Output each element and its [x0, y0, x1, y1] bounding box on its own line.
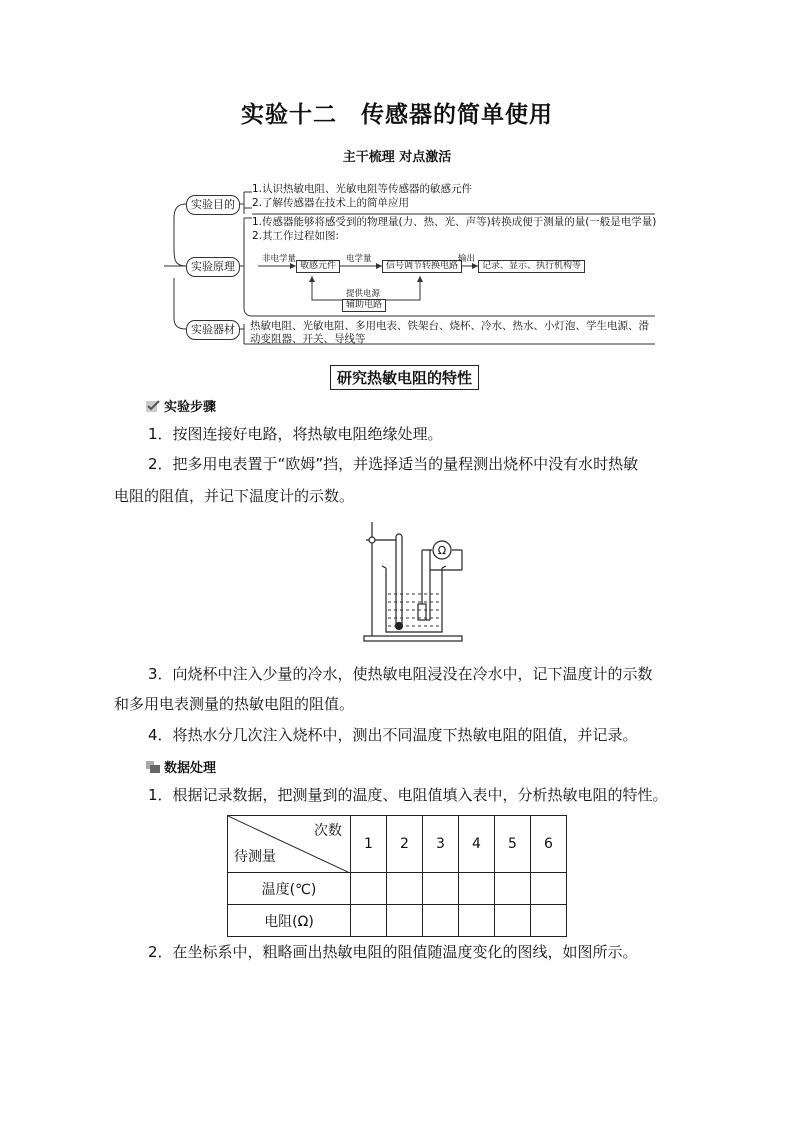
flow-box-aux: 辅助电路 [342, 299, 386, 312]
step-3-line-1: 3．向烧杯中注入少量的冷水，使热敏电阻浸没在冷水中，记下温度计的示数 [148, 665, 653, 683]
page-title: 实验十二 传感器的简单使用 [241, 101, 553, 128]
table-cell [387, 873, 423, 905]
node-equipment: 实验器材 [186, 320, 240, 340]
data-table-wrap [227, 815, 567, 937]
apparatus-figure [352, 520, 472, 645]
col-header-1: 1 [351, 816, 387, 873]
data-header-label: 数据处理 [164, 761, 217, 776]
col-header-2: 2 [387, 816, 423, 873]
section-subtitle: 主干梳理 对点激活 [342, 150, 452, 165]
section-title-box: 研究热敏电阻的特性 [330, 365, 479, 390]
table-cell [423, 873, 459, 905]
equipment-line-2: 动变阻器、开关、导线等 [250, 333, 366, 345]
col-header-6: 6 [531, 816, 567, 873]
steps-header-label: 实验步骤 [164, 400, 217, 415]
node-purpose: 实验目的 [186, 195, 240, 215]
step-3-line-2: 和多用电表测量的热敏电阻的阻值。 [114, 695, 355, 713]
flow-box-record: 记录、显示、执行机构等 [478, 260, 585, 273]
table-corner-cell [228, 816, 351, 873]
table-cell [387, 905, 423, 937]
col-header-4: 4 [459, 816, 495, 873]
data-header [146, 757, 216, 776]
data-table [227, 815, 567, 937]
purpose-item-1: 1.认识热敏电阻、光敏电阻等传感器的敏感元件 [252, 183, 473, 195]
flow-label-nonelectric: 非电学量 [262, 254, 297, 264]
node-principle: 实验原理 [186, 257, 240, 277]
flow-label-power: 提供电源 [346, 289, 381, 299]
step-2-line-1: 2．把多用电表置于“欧姆”挡，并选择适当的量程测出烧杯中没有水时热敏 [148, 455, 639, 473]
data-paragraph-1: 1．根据记录数据，把测量到的温度、电阻值填入表中，分析热敏电阻的特性。 [148, 786, 668, 804]
equipment-line-1: 热敏电阻、光敏电阻、多用电表、铁架台、烧杯、冷水、热水、小灯泡、学生电源、滑 [250, 320, 649, 332]
checkmark-icon [146, 400, 160, 412]
table-cell [351, 905, 387, 937]
principle-item-2: 2.其工作过程如图: [252, 230, 340, 242]
step-2-line-2: 电阻的阻值，并记下温度计的示数。 [114, 487, 355, 505]
row-label-temperature: 温度(℃) [228, 873, 351, 905]
flow-box-sensor: 敏感元件 [296, 260, 340, 273]
purpose-item-2: 2.了解传感器在技术上的简单应用 [252, 197, 410, 209]
table-cell [459, 873, 495, 905]
flow-box-signal: 信号调节转换电路 [382, 260, 462, 273]
step-1: 1．按图连接好电路，将热敏电阻绝缘处理。 [148, 425, 443, 443]
table-cell [351, 873, 387, 905]
data-icon [146, 761, 160, 773]
row-label-resistance: 电阻(Ω) [228, 905, 351, 937]
flow-label-electric: 电学量 [346, 254, 372, 264]
table-cell [495, 905, 531, 937]
table-cell [459, 905, 495, 937]
table-cell [531, 873, 567, 905]
concept-mindmap [160, 178, 660, 348]
ohm-symbol: Ω [437, 544, 447, 557]
col-header-5: 5 [495, 816, 531, 873]
principle-item-1: 1.传感器能够将感受到的物理量(力、热、光、声等)转换成便于测量的量(一般是电学量) [252, 216, 657, 228]
flow-label-output: 输出 [458, 254, 476, 264]
corner-top-label: 次数 [314, 823, 342, 839]
table-cell [423, 905, 459, 937]
apparatus-diagram [352, 520, 472, 645]
steps-header [146, 396, 216, 415]
step-4: 4．将热水分几次注入烧杯中，测出不同温度下热敏电阻的阻值，并记录。 [148, 726, 638, 744]
corner-bottom-label: 待测量 [234, 849, 276, 865]
col-header-3: 3 [423, 816, 459, 873]
table-cell [495, 873, 531, 905]
data-paragraph-2: 2．在坐标系中，粗略画出热敏电阻的阻值随温度变化的图线，如图所示。 [148, 943, 638, 961]
table-cell [531, 905, 567, 937]
